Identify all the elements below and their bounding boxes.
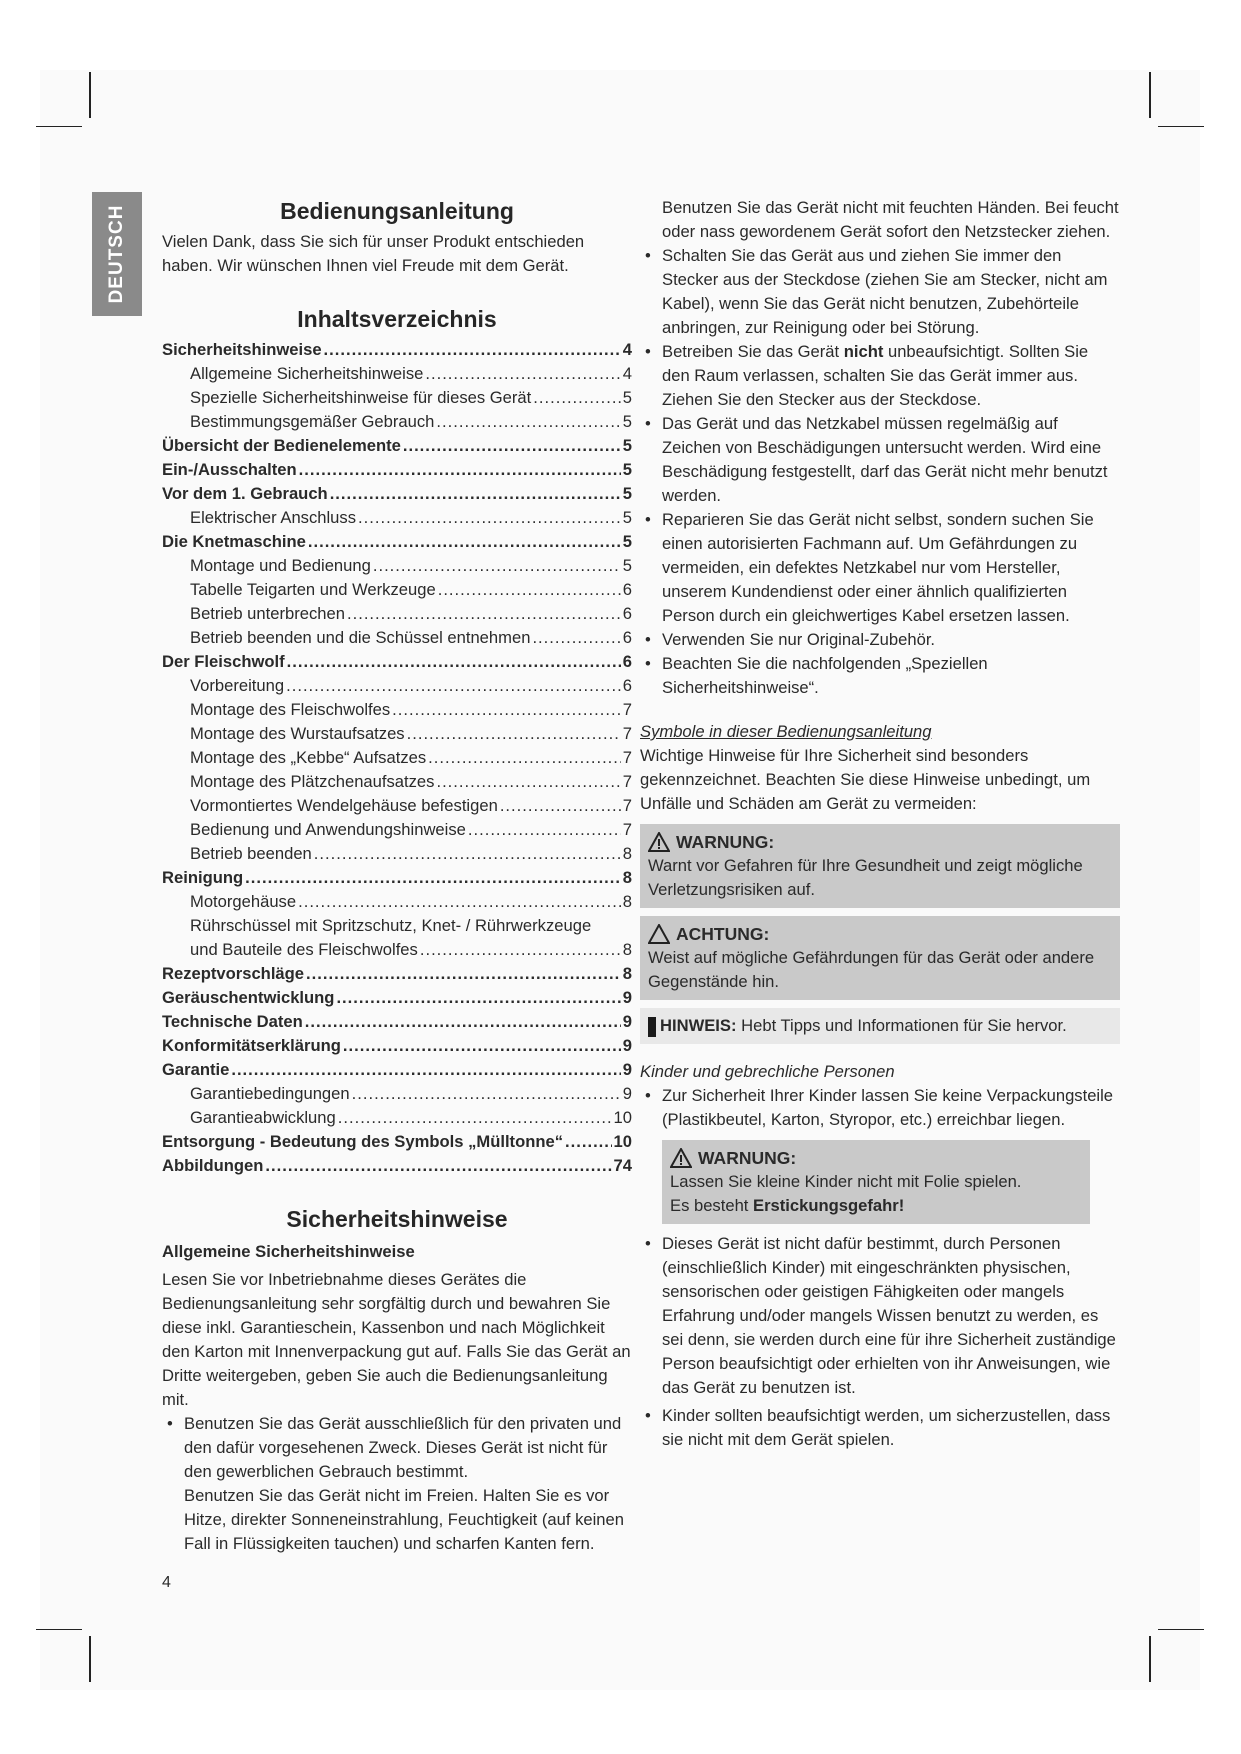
list-item: • Schalten Sie das Gerät aus und ziehen Sie immer den Stecker aus der Steckdose (ziehen Sie am Stecker, nicht am Kabel), wenn Sie das Gerät nicht benutzen, Zubehörteile anbringen, zur Reinigung oder bei Störung. [640, 244, 1120, 340]
symbols-heading: Symbole in dieser Bedienungsanleitung [640, 722, 932, 741]
right-column [640, 196, 1120, 1452]
toc-row [162, 1058, 632, 1082]
table-of-contents [162, 338, 632, 1178]
toc-row [162, 962, 632, 986]
toc-row [162, 746, 632, 770]
toc-leader-dots [314, 842, 621, 866]
toc-row [162, 1106, 632, 1130]
crop-mark [36, 1629, 82, 1630]
list-item: • Verwenden Sie nur Original-Zubehör. [640, 628, 1120, 652]
toc-leader-dots [358, 506, 621, 530]
toc-leader-dots [420, 938, 621, 962]
safety-bullet1-b: Benutzen Sie das Gerät nicht im Freien. Halten Sie es vor Hitze, direkter Sonneneinstrahlung, Feuchtigkeit (auf keinen Fall in Flüssigkeiten tauchen) und scharfen Kanten fern. [184, 1486, 624, 1553]
toc-row [162, 410, 632, 434]
toc-label: und Bauteile des Fleischwolfes [190, 940, 418, 959]
toc-row [162, 434, 632, 458]
toc-row [162, 554, 632, 578]
toc-label: Reinigung [162, 868, 244, 887]
toc-row [162, 698, 632, 722]
toc-leader-dots [532, 626, 620, 650]
toc-row [162, 626, 632, 650]
warning-notice [640, 824, 1120, 908]
bullet-text: unbeaufsichtigt. Sollten Sie den Raum verlassen, schalten Sie das Gerät immer aus. Ziehen Sie den Stecker aus der Steckdose. [662, 342, 1089, 409]
toc-page-number: 6 [622, 652, 632, 671]
toc-label: Allgemeine Sicherheitshinweise [190, 364, 424, 383]
toc-row [162, 458, 632, 482]
toc-page-number: 6 [622, 580, 632, 599]
warning-label: WARNUNG: [676, 832, 775, 852]
toc-page-number: 5 [622, 388, 632, 407]
toc-leader-dots [265, 1154, 611, 1178]
toc-label: Konformitätserklärung [162, 1036, 341, 1055]
toc-page-number: 9 [622, 1012, 632, 1031]
warning-triangle-icon [648, 832, 670, 852]
children-warning-line2 [670, 1194, 1082, 1218]
toc-leader-dots [308, 530, 621, 554]
toc-leader-dots [425, 362, 620, 386]
toc-row [162, 770, 632, 794]
toc-leader-dots [338, 1106, 612, 1130]
toc-leader-dots [324, 338, 621, 362]
toc-row [162, 1010, 632, 1034]
safety-list [162, 1412, 632, 1556]
toc-page-number: 6 [622, 604, 632, 623]
list-item: • Dieses Gerät ist nicht dafür bestimmt, durch Personen (einschließlich Kinder) mit eingeschränkten physischen, sensorischen oder geistigen Fähigkeiten oder mangels Erfahrung und/oder mangels Wissen benutzt zu werden, es sei denn, sie werden durch eine für ihre Sicherheit zuständige Person beaufsichtigt oder erhielten von ihr Anweisungen, wie das Gerät zu benutzen ist. [640, 1232, 1120, 1400]
safety-bullet1-c: Benutzen Sie das Gerät nicht mit feuchten Händen. Bei feucht oder nass gewordenem Gerät sofort den Netzstecker ziehen. [662, 198, 1119, 241]
toc-page-number: 8 [622, 940, 632, 959]
children-list [640, 1084, 1120, 1132]
toc-leader-dots [330, 482, 621, 506]
list-item: • Kinder sollten beaufsichtigt werden, um sicherzustellen, dass sie nicht mit dem Gerät spielen. [640, 1404, 1120, 1452]
safety-intro: Lesen Sie vor Inbetriebnahme dieses Gerätes die Bedienungsanleitung sehr sorgfältig durch und bewahren Sie diese inkl. Garantieschein, Kassenbon und nach Möglichkeit den Karton mit Innenverpackung gut auf. Falls Sie das Gerät an Dritte weitergeben, geben Sie auch die Bedienungsanleitung mit. [162, 1270, 631, 1409]
toc-page-number: 7 [622, 820, 632, 839]
toc-leader-dots [306, 962, 621, 986]
toc-leader-dots [436, 770, 620, 794]
toc-label: Bestimmungsgemäßer Gebrauch [190, 412, 435, 431]
note-label: HINWEIS: [660, 1016, 737, 1035]
toc-row [162, 386, 632, 410]
children-warning-label: WARNUNG: [698, 1148, 797, 1168]
caution-triangle-icon [648, 924, 670, 944]
toc-leader-dots [438, 578, 621, 602]
warning-text: Warnt vor Gefahren für Ihre Gesundheit und zeigt mögliche Verletzungsrisiken auf. [648, 856, 1083, 899]
list-item: • Zur Sicherheit Ihrer Kinder lassen Sie keine Verpackungsteile (Plastikbeutel, Karton, Styropor, etc.) erreichbar liegen. [640, 1084, 1120, 1132]
crop-mark [89, 72, 91, 118]
toc-label: Rührschüssel mit Spritzschutz, Knet- / Rührwerkzeuge [190, 916, 592, 935]
crop-mark [89, 1636, 91, 1682]
toc-row [162, 1130, 632, 1154]
toc-page-number: 5 [622, 556, 632, 575]
warning-emphasis: Erstickungsgefahr! [753, 1196, 905, 1215]
toc-label: Die Knetmaschine [162, 532, 306, 551]
toc-label: Elektrischer Anschluss [190, 508, 357, 527]
page-number: 4 [162, 1574, 171, 1591]
toc-leader-dots [286, 674, 621, 698]
toc-label: Tabelle Teigarten und Werkzeuge [190, 580, 436, 599]
toc-leader-dots [352, 1082, 621, 1106]
toc-label: Spezielle Sicherheitshinweise für dieses Gerät [190, 388, 532, 407]
safety-title: Sicherheitshinweise [286, 1206, 508, 1232]
toc-row [162, 578, 632, 602]
caution-text: Weist auf mögliche Gefährdungen für das Gerät oder andere Gegenstände hin. [648, 948, 1095, 991]
symbols-text: Wichtige Hinweise für Ihre Sicherheit sind besonders gekennzeichnet. Beachten Sie diese Hinweise unbedingt, um Unfälle und Schäden am Gerät zu vermeiden: [640, 746, 1091, 813]
toc-label: Garantieabwicklung [190, 1108, 336, 1127]
note-notice [640, 1008, 1120, 1044]
toc-page-number: 7 [622, 700, 632, 719]
toc-page-number: 9 [622, 1084, 632, 1103]
safety-list-continued [640, 244, 1120, 700]
toc-leader-dots [373, 554, 621, 578]
toc-row [162, 602, 632, 626]
toc-page-number: 9 [622, 988, 632, 1007]
list-item: • Reparieren Sie das Gerät nicht selbst, sondern suchen Sie einen autorisierten Fachmann auf. Um Gefährdungen zu vermeiden, ein defektes Netzkabel nur vom Hersteller, unserem Kundendienst oder einer ähnlich qualifizierten Person durch ein gleichwertiges Kabel ersetzen lassen. [640, 508, 1120, 628]
toc-label: Geräuschentwicklung [162, 988, 335, 1007]
toc-row [162, 650, 632, 674]
toc-leader-dots [565, 1130, 612, 1154]
toc-label: Der Fleischwolf [162, 652, 285, 671]
language-tab [92, 192, 142, 316]
toc-row [162, 722, 632, 746]
toc-page-number: 4 [622, 340, 632, 359]
toc-leader-dots [305, 1010, 621, 1034]
caution-notice [640, 916, 1120, 1000]
toc-label: Garantie [162, 1060, 230, 1079]
toc-page-number: 5 [622, 508, 632, 527]
toc-row [162, 506, 632, 530]
list-item [640, 340, 1120, 412]
toc-leader-dots [245, 866, 621, 890]
bullet-text: Betreiben Sie das Gerät [662, 342, 844, 361]
toc-page-number: 8 [622, 868, 632, 887]
toc-leader-dots [468, 818, 621, 842]
toc-page-number: 5 [622, 532, 632, 551]
toc-label: Übersicht der Bedienelemente [162, 436, 401, 455]
toc-label: Bedienung und Anwendungshinweise [190, 820, 466, 839]
toc-page-number: 7 [622, 724, 632, 743]
toc-label: Vorbereitung [190, 676, 285, 695]
crop-mark [36, 126, 82, 127]
toc-label: Montage des „Kebbe“ Aufsatzes [190, 748, 427, 767]
toc-page-number: 10 [613, 1108, 632, 1127]
children-warning-line1: Lassen Sie kleine Kinder nicht mit Folie spielen. [670, 1172, 1022, 1191]
toc-page-number: 7 [622, 772, 632, 791]
toc-page-number: 6 [622, 628, 632, 647]
toc-row [162, 482, 632, 506]
toc-label: Montage des Wurstaufsatzes [190, 724, 405, 743]
toc-row [162, 794, 632, 818]
warning-triangle-icon [670, 1148, 692, 1168]
toc-label: Betrieb beenden [190, 844, 312, 863]
toc-label: Rezeptvorschläge [162, 964, 305, 983]
list-item: • Das Gerät und das Netzkabel müssen regelmäßig auf Zeichen von Beschädigungen untersucht werden. Wird eine Beschädigung festgestellt, darf das Gerät nicht mehr benutzt werden. [640, 412, 1120, 508]
toc-label: Vormontiertes Wendelgehäuse befestigen [190, 796, 498, 815]
toc-row [162, 986, 632, 1010]
toc-label: Ein-/Ausschalten [162, 460, 297, 479]
toc-leader-dots [533, 386, 620, 410]
children-heading: Kinder und gebrechliche Personen [640, 1062, 895, 1081]
toc-leader-dots [336, 986, 620, 1010]
toc-leader-dots [298, 890, 621, 914]
toc-row [162, 866, 632, 890]
children-warning-notice [662, 1140, 1090, 1224]
bullet-emphasis: nicht [843, 342, 884, 361]
toc-page-number: 74 [613, 1156, 632, 1175]
caution-label: ACHTUNG: [676, 924, 770, 944]
toc-page-number: 5 [622, 460, 632, 479]
toc-leader-dots [403, 434, 621, 458]
toc-row [162, 914, 632, 938]
toc-label: Technische Daten [162, 1012, 303, 1031]
toc-leader-dots [287, 650, 621, 674]
list-item [162, 1412, 632, 1556]
toc-page-number: 6 [622, 676, 632, 695]
toc-page-number: 7 [622, 748, 632, 767]
toc-row [162, 362, 632, 386]
toc-page-number: 5 [622, 436, 632, 455]
toc-label: Sicherheitshinweise [162, 340, 322, 359]
toc-label: Abbildungen [162, 1156, 264, 1175]
note-text: Hebt Tipps und Informationen für Sie hervor. [736, 1016, 1067, 1035]
toc-label: Motorgehäuse [190, 892, 297, 911]
toc-row [162, 1154, 632, 1178]
toc-row [162, 1034, 632, 1058]
toc-row [162, 1082, 632, 1106]
left-column [162, 196, 632, 1556]
toc-row [162, 530, 632, 554]
toc-page-number: 10 [613, 1132, 632, 1151]
toc-row [162, 674, 632, 698]
warning-text: Es besteht [670, 1196, 754, 1215]
toc-leader-dots [299, 458, 621, 482]
toc-row [162, 338, 632, 362]
crop-mark [1149, 72, 1151, 118]
list-item: • Beachten Sie die nachfolgenden „Speziellen Sicherheitshinweise“. [640, 652, 1120, 700]
toc-label: Montage des Fleischwolfes [190, 700, 391, 719]
toc-label: Garantiebedingungen [190, 1084, 350, 1103]
toc-row [162, 938, 632, 962]
toc-page-number: 9 [622, 1060, 632, 1079]
toc-row [162, 842, 632, 866]
toc-page-number: 5 [622, 484, 632, 503]
crop-mark [1149, 1636, 1151, 1682]
toc-page-number: 8 [622, 964, 632, 983]
toc-leader-dots [343, 1034, 621, 1058]
crop-mark [1158, 126, 1204, 127]
toc-label: Montage und Bedienung [190, 556, 371, 575]
safety-bullet1-a: Benutzen Sie das Gerät ausschließlich für den privaten und den dafür vorgesehenen Zweck. Dieses Gerät ist nicht für den gewerblichen Gebrauch bestimmt. [184, 1414, 622, 1481]
toc-label: Montage des Plätzchenaufsatzes [190, 772, 435, 791]
crop-mark [1158, 1629, 1204, 1630]
intro-text: Vielen Dank, dass Sie sich für unser Produkt entschieden haben. Wir wünschen Ihnen viel Freude mit dem Gerät. [162, 232, 585, 275]
info-icon [648, 1017, 656, 1037]
toc-leader-dots [407, 722, 621, 746]
toc-label: Vor dem 1. Gebrauch [162, 484, 328, 503]
toc-page-number: 5 [622, 412, 632, 431]
toc-page-number: 8 [622, 892, 632, 911]
toc-row [162, 890, 632, 914]
children-list-continued [640, 1232, 1120, 1452]
document-title: Bedienungsanleitung [280, 198, 514, 224]
toc-leader-dots [500, 794, 621, 818]
toc-page-number: 4 [622, 364, 632, 383]
toc-leader-dots [392, 698, 621, 722]
toc-label: Betrieb unterbrechen [190, 604, 345, 623]
toc-leader-dots [347, 602, 621, 626]
toc-row [162, 818, 632, 842]
toc-page-number: 9 [622, 1036, 632, 1055]
toc-leader-dots [231, 1058, 620, 1082]
toc-title: Inhaltsverzeichnis [297, 306, 497, 332]
toc-label: Betrieb beenden und die Schüssel entnehmen [190, 628, 531, 647]
safety-subtitle: Allgemeine Sicherheitshinweise [162, 1242, 415, 1261]
toc-leader-dots [436, 410, 620, 434]
toc-page-number: 8 [622, 844, 632, 863]
toc-leader-dots [428, 746, 621, 770]
toc-label: Entsorgung - Bedeutung des Symbols „Mülltonne“ [162, 1132, 564, 1151]
language-tab-label: DEUTSCH [106, 204, 127, 304]
toc-page-number: 7 [622, 796, 632, 815]
